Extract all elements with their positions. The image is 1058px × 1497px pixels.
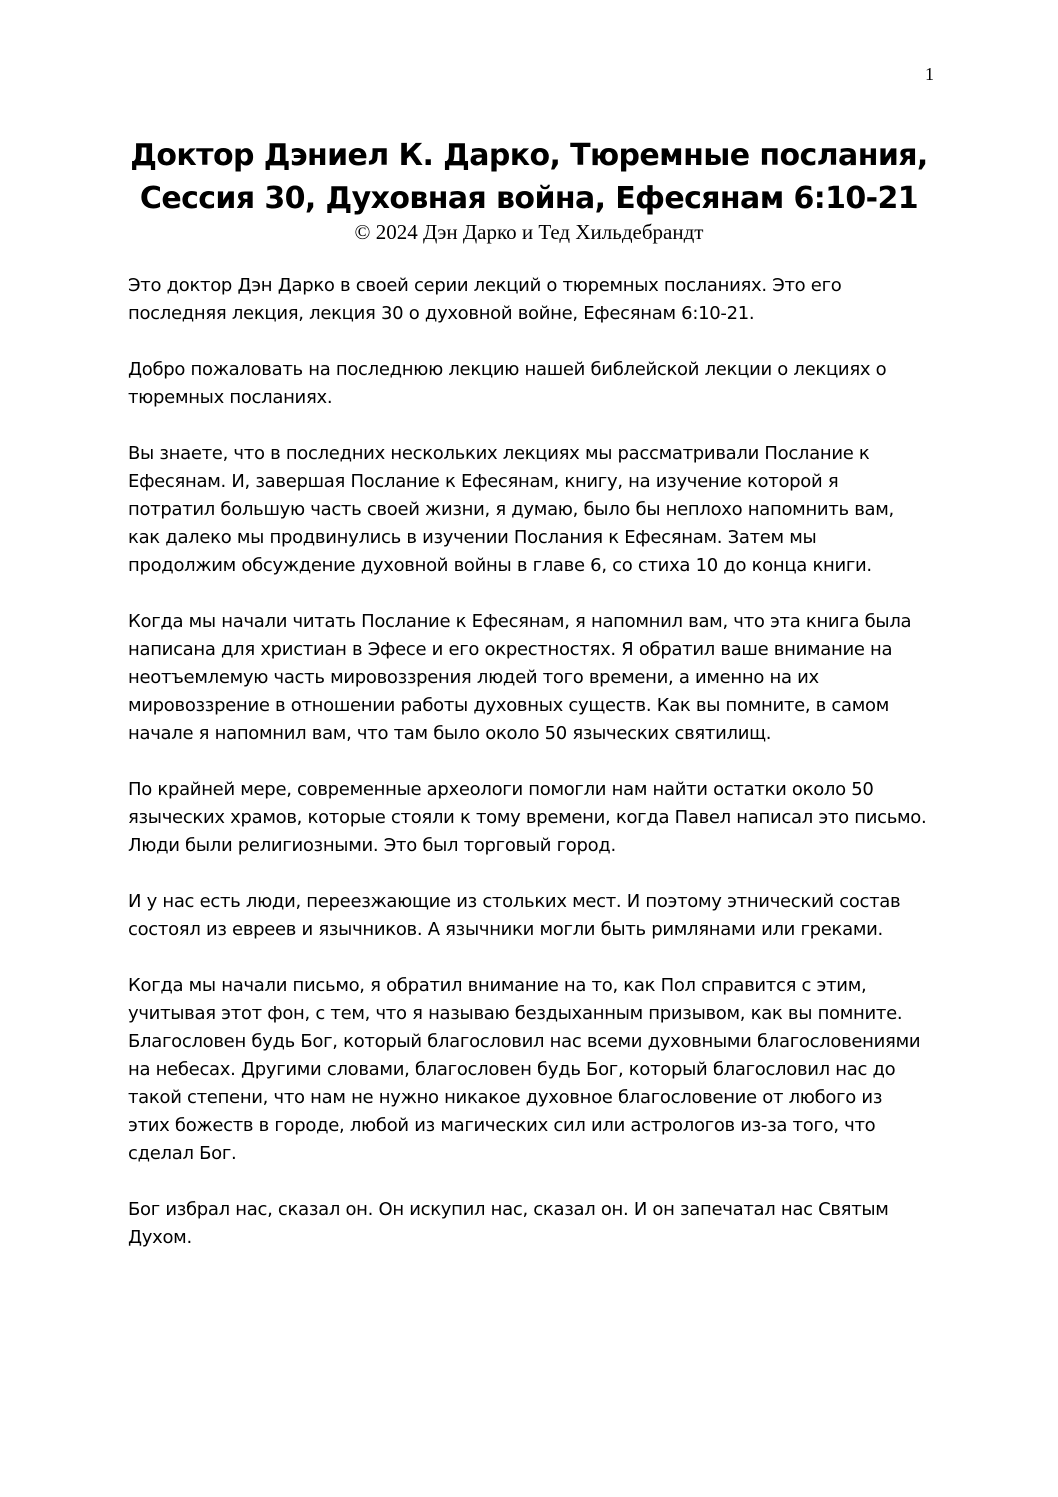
paragraph: Это доктор Дэн Дарко в своей серии лекций о тюремных посланиях. Это его последняя лекция, лекция 30 о духовной войне, Ефесянам 6:10-21. [128,275,842,324]
document-body [128,272,928,1280]
paragraph: Добро пожаловать на последнюю лекцию нашей библейской лекции о лекциях о тюремных посланиях. [128,359,887,408]
paragraph: По крайней мере, современные археологи помогли нам найти остатки около 50 языческих храмов, которые стояли к тому времени, когда Павел написал это письмо. Люди были религиозными. Это был торговый город. [128,779,927,856]
paragraph: И у нас есть люди, переезжающие из стольких мест. И поэтому этнический состав состоял из евреев и язычников. А язычники могли быть римлянами или греками. [128,891,901,940]
document-header [100,134,958,244]
paragraph: Когда мы начали читать Послание к Ефесянам, я напомнил вам, что эта книга была написана для христиан в Эфесе и его окрестностях. Я обратил ваше внимание на неотъемлемую часть мировоззрения людей того времени, а именно на их мировоззрение в отношении работы духовных существ. Как вы помните, в самом начале я напомнил вам, что там было около 50 языческих святилищ. [128,611,912,744]
paragraph: Вы знаете, что в последних нескольких лекциях мы рассматривали Послание к Ефесянам. И, завершая Послание к Ефесянам, книгу, на изучение которой я потратил большую часть своей жизни, я думаю, было бы неплохо напомнить вам, как далеко мы продвинулись в изучении Послания к Ефесянам. Затем мы продолжим обсуждение духовной войны в главе 6, со стиха 10 до конца книги. [128,443,894,576]
title-line-2: Сессия 30, Духовная война, Ефесянам 6:10-21 [139,181,919,216]
page-number: 1 [925,64,934,84]
copyright-line: © 2024 Дэн Дарко и Тед Хильдебрандт [354,220,704,244]
title-line-1: Доктор Дэниел К. Дарко, Тюремные послания, [130,138,928,173]
paragraph: Бог избрал нас, сказал он. Он искупил нас, сказал он. И он запечатал нас Святым Духом. [128,1199,889,1248]
paragraph: Когда мы начали письмо, я обратил внимание на то, как Пол справится с этим, учитывая этот фон, с тем, что я называю бездыханным призывом, как вы помните. Благословен будь Бог, который благословил нас всеми духовными благословениями на небесах. Другими словами, благословен будь Бог, который благословил нас до такой степени, что нам не нужно никакое духовное благословение от любого из этих божеств в городе, любой из магических сил или астрологов из-за того, что сделал Бог. [128,975,921,1164]
